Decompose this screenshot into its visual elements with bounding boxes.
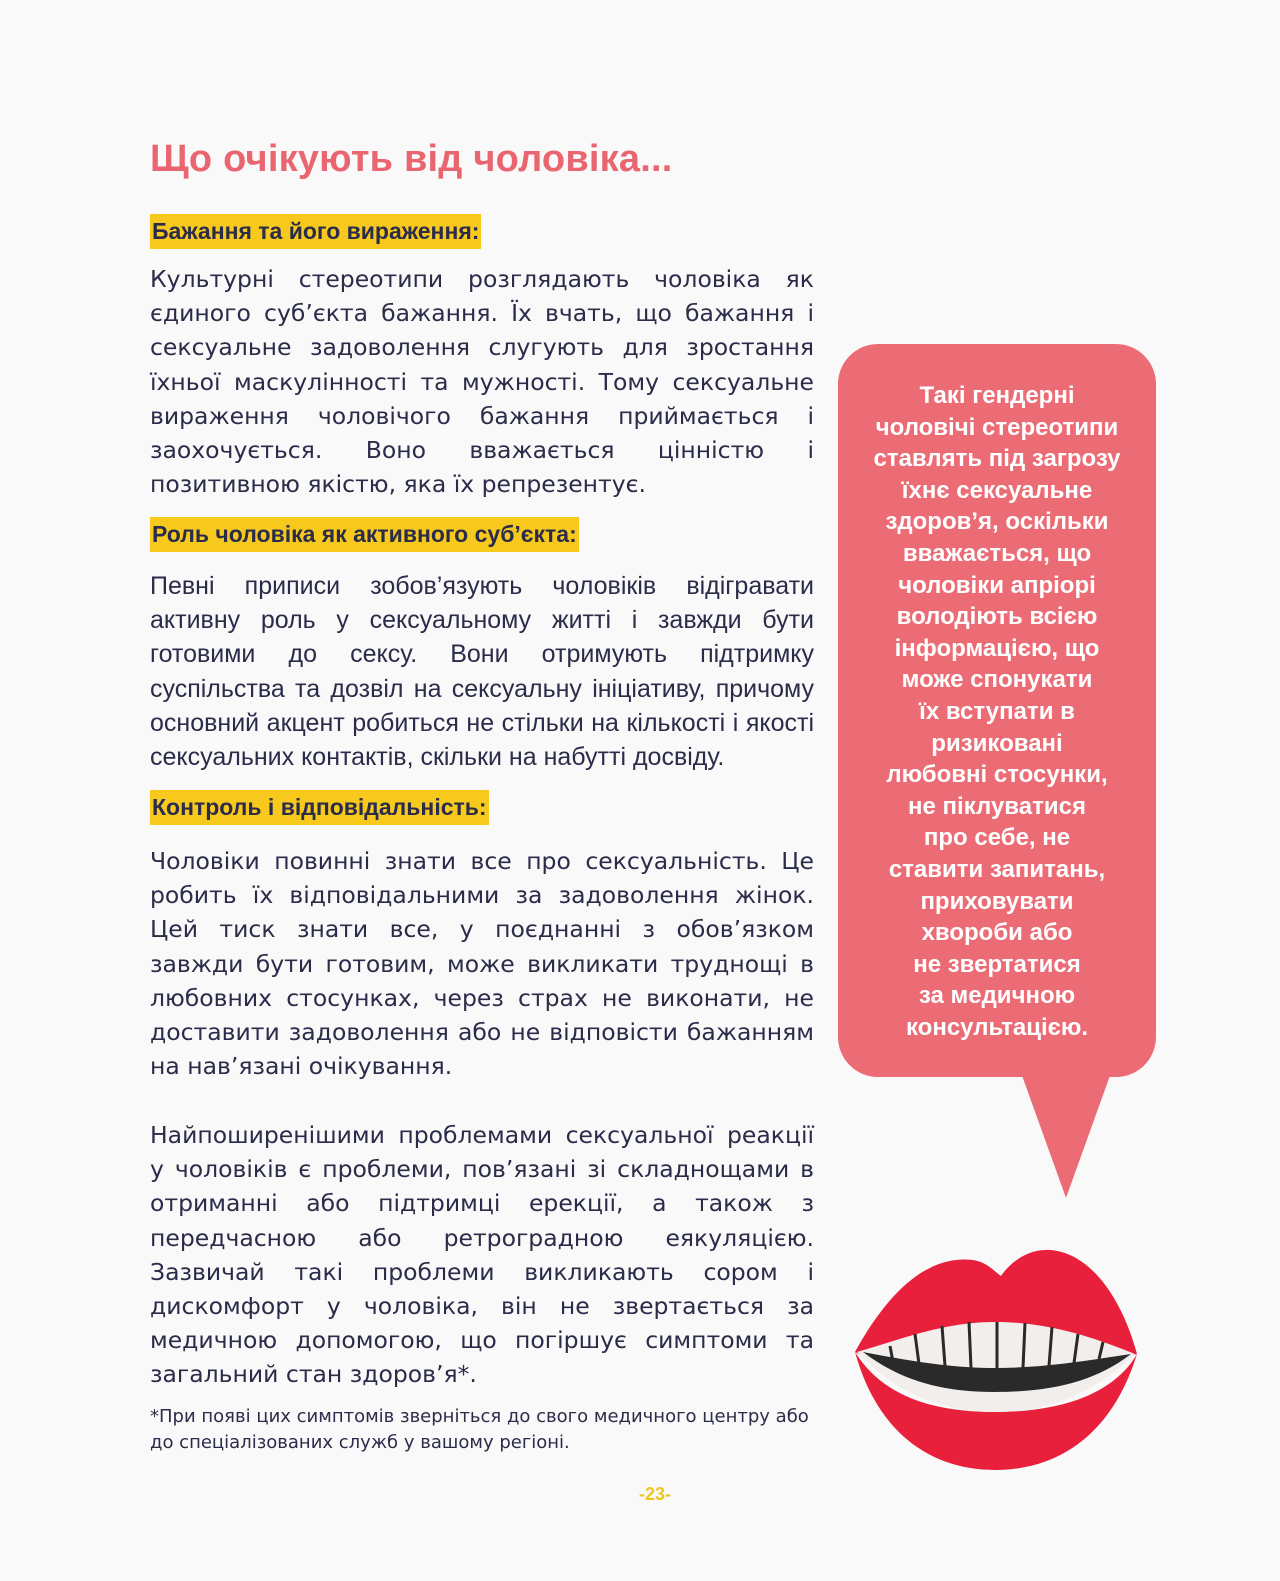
callout-text	[838, 380, 1156, 1043]
section-heading-desire: Бажання та його вираження:	[150, 214, 481, 249]
lips-illustration	[845, 1242, 1145, 1472]
callout-line: консультацією.	[905, 1013, 1089, 1041]
callout-line: може спонукати	[901, 666, 1093, 694]
callout-line: не піклуватися	[908, 792, 1086, 820]
section-heading-active-role: Роль чоловіка як активного суб’єкта:	[150, 517, 579, 552]
section-text-active-role: Певні приписи зобов’язують чоловіків відігравати активну роль у сексуальному житті і завжди бути готовими до сексу. Вони отримують підтримку суспільства та дозвіл на сексуальну ініціативу, причому основний акцент робиться не стільки на кількості і якості сексуальних контактів, скільки на набутті досвіду.	[150, 572, 814, 772]
page-title: Що очікують від чоловіка...	[150, 138, 673, 180]
section-text-control: Чоловіки повинні знати все про сексуальність. Це робить їх відповідальними за задоволення жінок. Цей тиск знати все, у поєднанні з обов’язком завжди бути готовим, може викликати труднощі в любовних стосунках, через страх не виконати, не доставити задоволення або не відповісти бажанням на нав’язані очікування.	[150, 847, 814, 1081]
callout-line: вважається, що	[902, 539, 1092, 567]
callout-line: ризиковані	[931, 729, 1063, 757]
callout-line: Такі гендерні	[919, 382, 1075, 409]
callout-line: ставити запитань,	[888, 855, 1106, 883]
callout-line: хвороби або	[921, 919, 1073, 947]
footnote: *При появі цих симптомів зверніться до свого медичного центру або до спеціалізованих служб у вашому регіоні.	[150, 1406, 809, 1453]
closing-paragraph: Найпоширенішими проблемами сексуальної реакції у чоловіків є проблеми, пов’язані зі складнощами в отриманні або підтримці ерекції, а також з передчасною або ретроградною еякуляцією. Зазвичай такі проблеми викликають сором і дискомфорт у чоловіка, він не звертається за медичною допомогою, що погіршує симптоми та загальний стан здоров’я*.	[150, 1121, 814, 1389]
page-number: -23-	[638, 1484, 671, 1504]
callout-line: за медичною	[918, 982, 1076, 1010]
callout-line: їхнє сексуальне	[901, 476, 1093, 504]
section-heading-control: Контроль і відповідальність:	[150, 790, 489, 825]
callout-line: чоловічі стереотипи	[875, 413, 1119, 441]
callout-line: не звертатися	[913, 950, 1081, 978]
callout-line: приховувати	[920, 887, 1074, 915]
callout-line: чоловіки апріорі	[898, 571, 1096, 599]
callout-line: здоров’я, оскільки	[885, 508, 1109, 536]
callout-line: про себе, не	[923, 824, 1071, 852]
callout-line: володіють всією	[896, 603, 1098, 631]
callout-line: ставлять під загрозу	[873, 445, 1121, 473]
callout-line: інформацією, що	[894, 634, 1100, 662]
section-text-desire: Культурні стереотипи розглядають чоловіка як єдиного суб’єкта бажання. Їх вчать, що бажання і сексуальне задоволення слугують для зростання їхньої маскулінності та мужності. Тому сексуальне вираження чоловічого бажання приймається і заохочується. Воно вважається цінністю і позитивною якістю, яка їх репрезентує.	[150, 265, 814, 499]
callout-line: любовні стосунки,	[886, 761, 1108, 789]
callout-line: їх вступати в	[919, 697, 1075, 725]
